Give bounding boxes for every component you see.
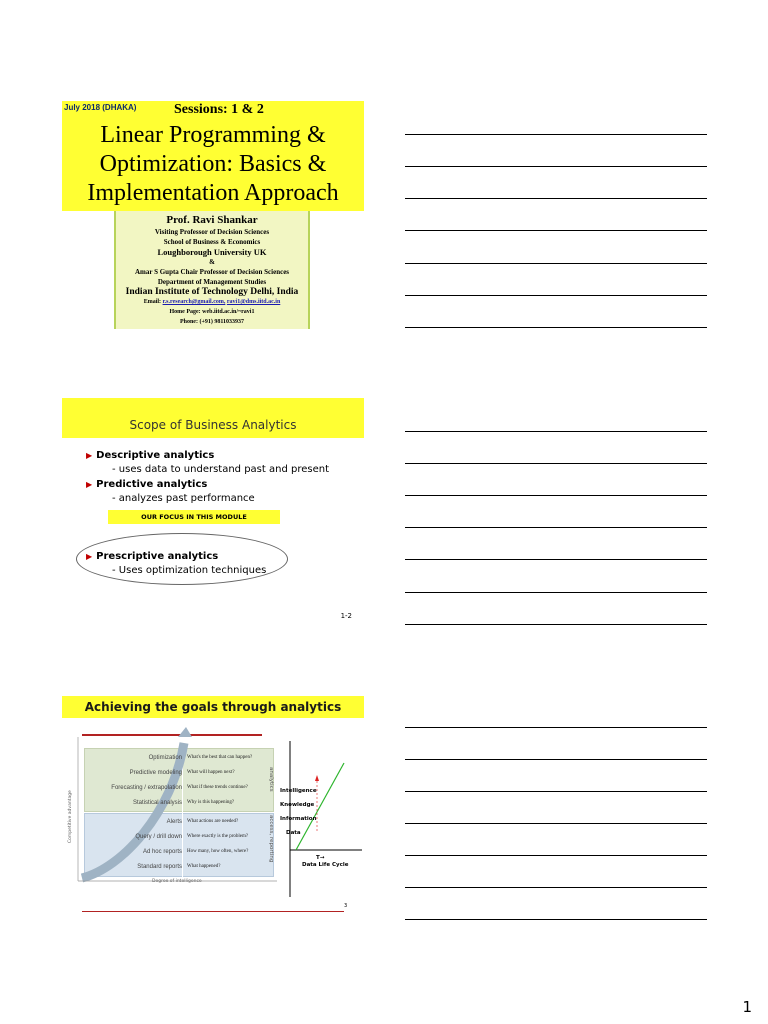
row-question: What's the best that can happen? xyxy=(187,755,253,760)
slide-date: July 2018 (DHAKA) xyxy=(64,103,137,112)
x-axis-label: Degree of intelligence xyxy=(152,879,202,884)
row-question: What will happen next? xyxy=(187,770,235,775)
email-link-2[interactable]: ravi1@dms.iitd.ac.in xyxy=(226,299,281,305)
author-university-1: Loughborough University UK xyxy=(157,247,267,257)
focus-banner: OUR FOCUS IN THIS MODULE xyxy=(108,510,280,524)
row-question: What actions are needed? xyxy=(187,819,239,824)
slide-page-number: 1-2 xyxy=(340,612,352,620)
note-line xyxy=(405,855,707,856)
author-phone: Phone: (+91) 9811033937 xyxy=(179,319,245,325)
bullet-sub: - analyzes past performance xyxy=(112,493,255,504)
slide-3 xyxy=(62,693,364,921)
title-banner xyxy=(62,101,364,211)
note-line xyxy=(405,431,707,432)
title-line-1: Linear Programming & xyxy=(100,122,326,148)
note-line xyxy=(405,624,707,625)
row-label: Optimization xyxy=(148,755,182,761)
author-ampersand: & xyxy=(209,258,215,266)
row-label: Statistical analysis xyxy=(132,800,182,806)
note-line xyxy=(405,527,707,528)
note-line xyxy=(405,919,707,920)
note-line xyxy=(405,495,707,496)
band-label-access: access, reporting xyxy=(268,815,274,863)
title-line-2: Optimization: Basics & xyxy=(99,151,327,177)
author-dept-2: Department of Management Studies xyxy=(157,278,267,286)
bullet-label: Predictive analytics xyxy=(96,479,208,490)
note-line xyxy=(405,295,707,296)
slide-title xyxy=(62,121,364,208)
title-line-3: Implementation Approach xyxy=(87,180,339,206)
note-line xyxy=(405,887,707,888)
row-label: Forecasting / extrapolation xyxy=(111,785,182,791)
bullet-arrow-icon: ▶ xyxy=(86,451,93,460)
lifecycle-knowledge: Knowledge xyxy=(280,802,315,808)
y-axis-label: Competitive advantage xyxy=(68,790,73,843)
page-number: 1 xyxy=(742,998,752,1016)
note-line xyxy=(405,134,707,135)
email-label: Email: xyxy=(143,299,162,305)
note-line xyxy=(405,759,707,760)
author-homepage: Home Page: web.iitd.ac.in/~ravi1 xyxy=(169,309,255,315)
note-line xyxy=(405,327,707,328)
note-line xyxy=(405,592,707,593)
bullet-prescriptive xyxy=(86,551,218,562)
row-standard xyxy=(84,859,264,876)
slide-title: Achieving the goals through analytics xyxy=(62,696,364,718)
note-line xyxy=(405,559,707,560)
bottom-rule xyxy=(82,911,344,912)
author-school-1: School of Business & Economics xyxy=(163,238,261,246)
row-question: How many, how often, where? xyxy=(187,849,249,854)
bullet-predictive xyxy=(86,479,207,490)
lifecycle-intelligence: Intelligence xyxy=(280,788,317,794)
row-question: What happened? xyxy=(187,864,221,869)
author-university-2: Indian Institute of Technology Delhi, India xyxy=(125,287,299,297)
row-question: Why is this happening? xyxy=(187,800,235,805)
note-line xyxy=(405,463,707,464)
slide-2 xyxy=(62,398,364,626)
row-question: Where exactly is the problem? xyxy=(187,834,249,839)
slide-header xyxy=(62,398,364,438)
lifecycle-t-label: T→ xyxy=(316,855,325,861)
row-label: Query / drill down xyxy=(135,834,182,840)
note-line xyxy=(405,166,707,167)
slide-1 xyxy=(62,101,364,329)
row-label: Alerts xyxy=(166,819,182,825)
lifecycle-information: Information xyxy=(280,816,317,822)
slide-title: Scope of Business Analytics xyxy=(129,418,297,432)
note-line xyxy=(405,727,707,728)
bullet-descriptive xyxy=(86,450,214,461)
row-question: What if these trends continue? xyxy=(187,785,248,790)
note-line xyxy=(405,230,707,231)
bullet-sub: - uses data to understand past and present xyxy=(112,464,329,475)
note-line xyxy=(405,791,707,792)
lifecycle-arrow-icon xyxy=(315,775,319,781)
bullet-label: Descriptive analytics xyxy=(96,450,215,461)
band-label-analytics: analytics xyxy=(268,767,274,792)
author-role-2: Amar S Gupta Chair Professor of Decision Sciences xyxy=(134,268,290,276)
lifecycle-data: Data xyxy=(286,830,301,836)
row-statistical xyxy=(84,795,264,812)
row-label: Predictive modeling xyxy=(129,770,182,776)
lifecycle-caption: Data Life Cycle xyxy=(302,862,349,868)
bullet-arrow-icon: ▶ xyxy=(86,552,93,561)
note-line xyxy=(405,198,707,199)
author-role-1: Visiting Professor of Decision Sciences xyxy=(154,228,270,236)
author-name: Prof. Ravi Shankar xyxy=(166,214,258,226)
slide-page-number: 3 xyxy=(344,903,348,909)
email-link-1[interactable]: r.s.research@gmail.com, xyxy=(162,299,226,305)
sessions-label: Sessions: 1 & 2 xyxy=(174,102,264,117)
bullet-sub: - Uses optimization techniques xyxy=(112,565,267,576)
author-email xyxy=(116,297,308,307)
note-line xyxy=(405,263,707,264)
row-label: Ad hoc reports xyxy=(142,849,182,855)
author-box xyxy=(114,211,310,329)
note-line xyxy=(405,823,707,824)
bullet-label: Prescriptive analytics xyxy=(96,551,219,562)
row-label: Standard reports xyxy=(137,864,182,870)
arrow-head-icon xyxy=(178,727,192,737)
bullet-arrow-icon: ▶ xyxy=(86,480,93,489)
